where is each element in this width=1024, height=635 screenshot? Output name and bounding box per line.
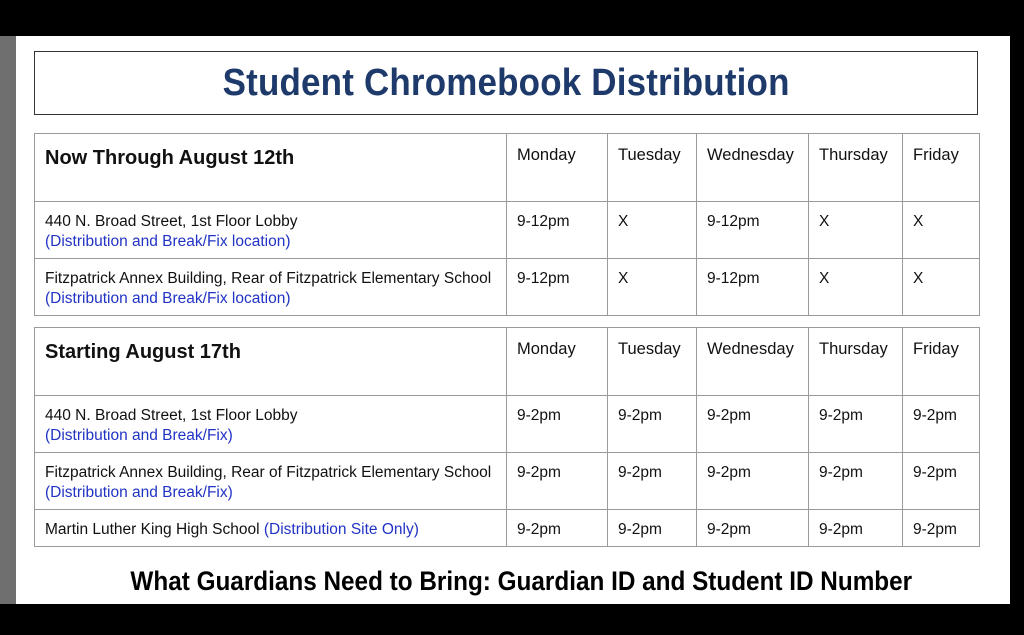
location-note: (Distribution and Break/Fix location) xyxy=(45,233,291,250)
day-header-wednesday: Wednesday xyxy=(697,134,809,202)
day-header-monday: Monday xyxy=(507,328,608,396)
location-name: Fitzpatrick Annex Building, Rear of Fitzpatrick Elementary School xyxy=(45,270,492,287)
schedule-table-starting xyxy=(34,327,980,547)
location-cell xyxy=(35,396,507,453)
hours-cell: 9-2pm xyxy=(697,453,809,510)
hours-cell: 9-2pm xyxy=(507,396,608,453)
location-cell xyxy=(35,202,507,259)
hours-cell: X xyxy=(608,202,697,259)
table-row xyxy=(35,510,980,547)
day-header-thursday: Thursday xyxy=(809,328,903,396)
location-name: 440 N. Broad Street, 1st Floor Lobby xyxy=(45,407,298,424)
document-page xyxy=(16,36,1010,604)
hours-cell: 9-2pm xyxy=(697,396,809,453)
day-header-wednesday: Wednesday xyxy=(697,328,809,396)
hours-cell: 9-2pm xyxy=(809,453,903,510)
location-cell xyxy=(35,453,507,510)
section-heading: Now Through August 12th xyxy=(35,134,507,202)
hours-cell: 9-12pm xyxy=(697,202,809,259)
hours-cell: 9-2pm xyxy=(697,510,809,547)
hours-cell: 9-12pm xyxy=(507,202,608,259)
location-name: Fitzpatrick Annex Building, Rear of Fitzpatrick Elementary School xyxy=(45,464,492,481)
hours-cell: 9-2pm xyxy=(507,510,608,547)
title-box xyxy=(34,51,978,115)
section-heading: Starting August 17th xyxy=(35,328,507,396)
hours-cell: X xyxy=(903,259,980,316)
hours-cell: 9-2pm xyxy=(903,396,980,453)
location-name: 440 N. Broad Street, 1st Floor Lobby xyxy=(45,213,298,230)
day-header-friday: Friday xyxy=(903,134,980,202)
table-header-row xyxy=(35,328,980,396)
hours-cell: 9-2pm xyxy=(903,510,980,547)
table-header-row xyxy=(35,134,980,202)
location-name: Martin Luther King High School xyxy=(45,521,264,538)
day-header-thursday: Thursday xyxy=(809,134,903,202)
location-note: (Distribution and Break/Fix) xyxy=(45,427,233,444)
day-header-monday: Monday xyxy=(507,134,608,202)
hours-cell: 9-2pm xyxy=(608,510,697,547)
footer-note xyxy=(16,566,1024,597)
location-cell xyxy=(35,259,507,316)
table-row xyxy=(35,259,980,316)
location-note: (Distribution and Break/Fix location) xyxy=(45,290,291,307)
hours-cell: X xyxy=(809,259,903,316)
location-note: (Distribution and Break/Fix) xyxy=(45,484,233,501)
hours-cell: 9-12pm xyxy=(507,259,608,316)
hours-cell: 9-2pm xyxy=(903,453,980,510)
location-cell xyxy=(35,510,507,547)
table-row xyxy=(35,453,980,510)
table-row xyxy=(35,396,980,453)
hours-cell: 9-2pm xyxy=(809,510,903,547)
hours-cell: 9-2pm xyxy=(608,453,697,510)
day-header-tuesday: Tuesday xyxy=(608,134,697,202)
location-note: (Distribution Site Only) xyxy=(263,521,419,538)
hours-cell: X xyxy=(608,259,697,316)
hours-cell: 9-12pm xyxy=(697,259,809,316)
day-header-friday: Friday xyxy=(903,328,980,396)
hours-cell: 9-2pm xyxy=(507,453,608,510)
hours-cell: X xyxy=(809,202,903,259)
table-row xyxy=(35,202,980,259)
schedule-table-now xyxy=(34,133,980,316)
hours-cell: 9-2pm xyxy=(608,396,697,453)
page-title: Student Chromebook Distribution xyxy=(222,61,790,104)
footer-text: What Guardians Need to Bring: Guardian ID and Student ID Number xyxy=(130,566,912,596)
hours-cell: X xyxy=(903,202,980,259)
left-edge-bar xyxy=(0,36,16,604)
hours-cell: 9-2pm xyxy=(809,396,903,453)
day-header-tuesday: Tuesday xyxy=(608,328,697,396)
